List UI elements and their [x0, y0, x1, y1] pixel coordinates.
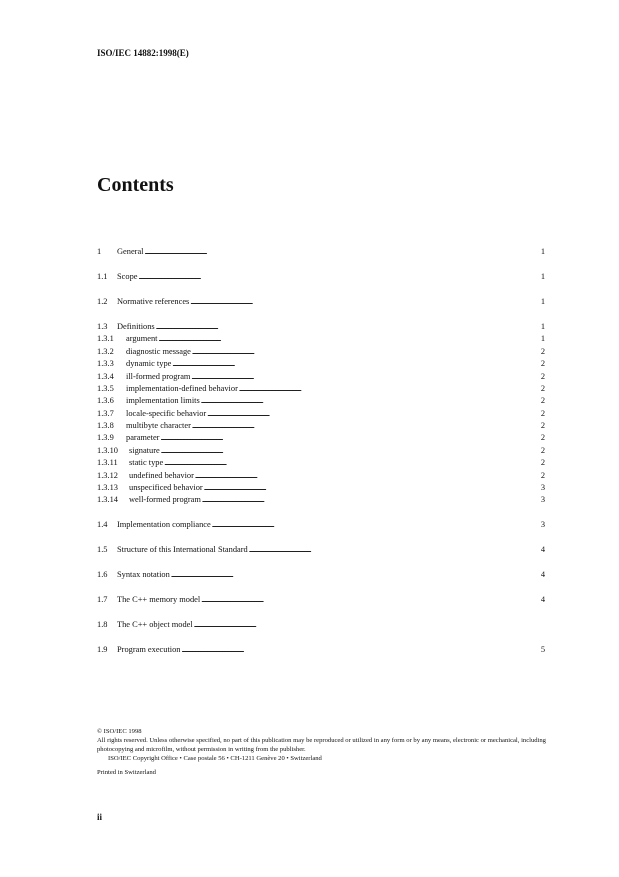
toc-leader-dots	[194, 619, 540, 631]
toc-entry-label: locale-specific behavior	[126, 408, 207, 418]
toc-entry-number: 1.3.11	[97, 458, 118, 468]
toc-entry[interactable]	[97, 494, 545, 506]
toc-entry-page: 2	[540, 359, 545, 369]
toc-entry-number: 1.3.3	[97, 359, 114, 369]
toc-entry-label: well-formed program	[129, 495, 201, 505]
copyright-office-address: ISO/IEC Copyright Office • Case postale 56 • CH-1211 Genève 20 • Switzerland	[108, 755, 322, 762]
toc-entry-number: 1.8	[97, 620, 108, 630]
printed-in: Printed in Switzerland	[97, 769, 156, 776]
toc-leader-dots	[164, 457, 540, 469]
toc-leader-dots	[201, 594, 540, 606]
toc-leader-dots	[138, 271, 539, 283]
toc-entry-number: 1.6	[97, 570, 108, 580]
toc-leader-dots	[202, 494, 540, 506]
toc-entry-page: 4	[540, 570, 545, 580]
toc-entry-label: General	[117, 247, 144, 256]
toc-leader-dots	[192, 346, 540, 358]
toc-entry-number: 1.2	[97, 296, 108, 306]
toc-entry-label: The C++ object model	[117, 620, 193, 630]
toc-entry-page: 5	[540, 645, 545, 655]
toc-entry-page: 2	[540, 371, 545, 381]
toc-entry-label: Structure of this International Standard	[117, 545, 248, 555]
toc-leader-dots	[161, 445, 540, 457]
toc-entry-page: 2	[540, 346, 545, 356]
toc-entry-page: 1	[540, 321, 545, 331]
toc-entry-number: 1.3.8	[97, 421, 114, 431]
copyright-notice	[97, 727, 547, 777]
toc-leader-dots	[191, 371, 539, 383]
toc-leader-dots	[195, 470, 540, 482]
toc-entry[interactable]	[97, 445, 545, 457]
toc-entry-page: 2	[540, 458, 545, 468]
toc-entry-number: 1.3.2	[97, 346, 114, 356]
toc-entry-number: 1.3.9	[97, 433, 114, 443]
toc-entry-page: 3	[540, 495, 545, 505]
toc-entry-label: Program execution	[117, 645, 181, 655]
toc-entry[interactable]	[97, 271, 545, 283]
toc-entry-page: 2	[540, 421, 545, 431]
toc-entry[interactable]	[97, 395, 545, 407]
toc-entry-number: 1.3.10	[97, 445, 118, 455]
toc-entry-label: Scope	[117, 271, 138, 281]
document-header: ISO/IEC 14882:1998(E)	[97, 48, 189, 58]
toc-entry-label: ill-formed program	[126, 371, 191, 381]
toc-entry-label: Normative references	[117, 296, 190, 306]
toc-entry-number: 1.3.13	[97, 483, 118, 493]
toc-leader-dots	[207, 408, 540, 420]
toc-entry-number: 1	[97, 247, 102, 256]
toc-entry-number: 1.3.4	[97, 371, 114, 381]
toc-entry[interactable]	[97, 321, 545, 333]
toc-entry-label: Definitions	[117, 321, 155, 331]
toc-entry-label: parameter	[126, 433, 160, 443]
table-of-contents	[97, 246, 545, 657]
toc-entry-label: implementation limits	[126, 396, 200, 406]
toc-leader-dots	[160, 432, 539, 444]
toc-entry[interactable]	[97, 420, 545, 432]
toc-entry[interactable]	[97, 371, 545, 383]
toc-entry-number: 1.1	[97, 271, 108, 281]
page-title: Contents	[97, 174, 174, 196]
toc-entry[interactable]	[97, 569, 545, 581]
toc-entry-number: 1.3.14	[97, 495, 118, 505]
toc-entry[interactable]	[97, 470, 545, 482]
toc-entry-label: multibyte character	[126, 421, 191, 431]
toc-leader-dots	[171, 569, 540, 581]
toc-entry[interactable]	[97, 644, 545, 656]
toc-entry-page: 3	[540, 483, 545, 493]
toc-leader-dots	[192, 420, 540, 432]
toc-entry[interactable]	[97, 619, 545, 631]
toc-entry[interactable]	[97, 482, 545, 494]
toc-entry-label: diagnostic message	[126, 346, 191, 356]
toc-entry-page: 2	[540, 383, 545, 393]
toc-entry-label: The C++ memory model	[117, 595, 201, 605]
toc-entry-number: 1.9	[97, 645, 108, 655]
toc-entry-label: signature	[129, 445, 160, 455]
page-number: ii	[97, 812, 103, 822]
toc-entry-label: Syntax notation	[117, 570, 170, 580]
toc-leader-dots	[172, 358, 539, 370]
toc-leader-dots	[239, 383, 540, 395]
toc-entry-number: 1.4	[97, 520, 108, 530]
toc-entry-page: 1	[540, 247, 545, 256]
toc-entry-label: implementation-defined behavior	[126, 383, 238, 393]
toc-entry[interactable]	[97, 246, 545, 258]
toc-entry-page: 2	[540, 408, 545, 418]
toc-entry-page: 2	[540, 470, 545, 480]
toc-leader-dots	[158, 333, 539, 345]
toc-entry[interactable]	[97, 296, 545, 308]
toc-entry[interactable]	[97, 594, 545, 606]
toc-entry-page: 1	[540, 334, 545, 344]
toc-entry[interactable]	[97, 358, 545, 370]
toc-leader-dots	[201, 395, 540, 407]
toc-entry[interactable]	[97, 432, 545, 444]
rights-statement: All rights reserved. Unless otherwise specified, no part of this publication may be reproduced or utilized in any form or by any means, electronic or mechanical, including photocopying and microfilm, without permission in writing from the publisher.	[97, 737, 546, 753]
toc-entry-number: 1.3.7	[97, 408, 114, 418]
toc-entry-label: undefined behavior	[129, 470, 194, 480]
toc-entry-label: static type	[129, 458, 164, 468]
toc-entry[interactable]	[97, 346, 545, 358]
toc-leader-dots	[145, 246, 540, 258]
toc-entry-page: 1	[540, 296, 545, 306]
toc-entry-label: Implementation compliance	[117, 520, 211, 530]
toc-entry-label: dynamic type	[126, 359, 172, 369]
toc-leader-dots	[212, 519, 540, 531]
toc-entry-number: 1.3.12	[97, 470, 118, 480]
toc-leader-dots	[182, 644, 540, 656]
toc-entry-page: 2	[540, 433, 545, 443]
toc-entry[interactable]	[97, 519, 545, 531]
toc-leader-dots	[249, 544, 540, 556]
toc-leader-dots	[204, 482, 540, 494]
toc-entry[interactable]	[97, 544, 545, 556]
toc-entry-label: unspecificed behavior	[129, 483, 203, 493]
toc-entry-page: 4	[540, 595, 545, 605]
toc-entry-number: 1.3.1	[97, 334, 114, 344]
toc-entry[interactable]	[97, 457, 545, 469]
toc-entry[interactable]	[97, 383, 545, 395]
toc-entry-page: 2	[540, 445, 545, 455]
toc-entry-number: 1.3	[97, 321, 108, 331]
toc-entry-label: argument	[126, 334, 158, 344]
toc-entry[interactable]	[97, 408, 545, 420]
toc-entry-page: 3	[540, 520, 545, 530]
toc-entry-number: 1.3.5	[97, 383, 114, 393]
toc-entry-page: 1	[540, 271, 545, 281]
toc-leader-dots	[156, 321, 540, 333]
toc-leader-dots	[190, 296, 540, 308]
toc-entry-page: 4	[540, 545, 545, 555]
toc-entry-number: 1.7	[97, 595, 108, 605]
toc-entry-number: 1.3.6	[97, 396, 114, 406]
toc-entry-number: 1.5	[97, 545, 108, 555]
toc-entry-page: 2	[540, 396, 545, 406]
toc-entry[interactable]	[97, 333, 545, 345]
copyright-line: © ISO/IEC 1998	[97, 728, 142, 735]
